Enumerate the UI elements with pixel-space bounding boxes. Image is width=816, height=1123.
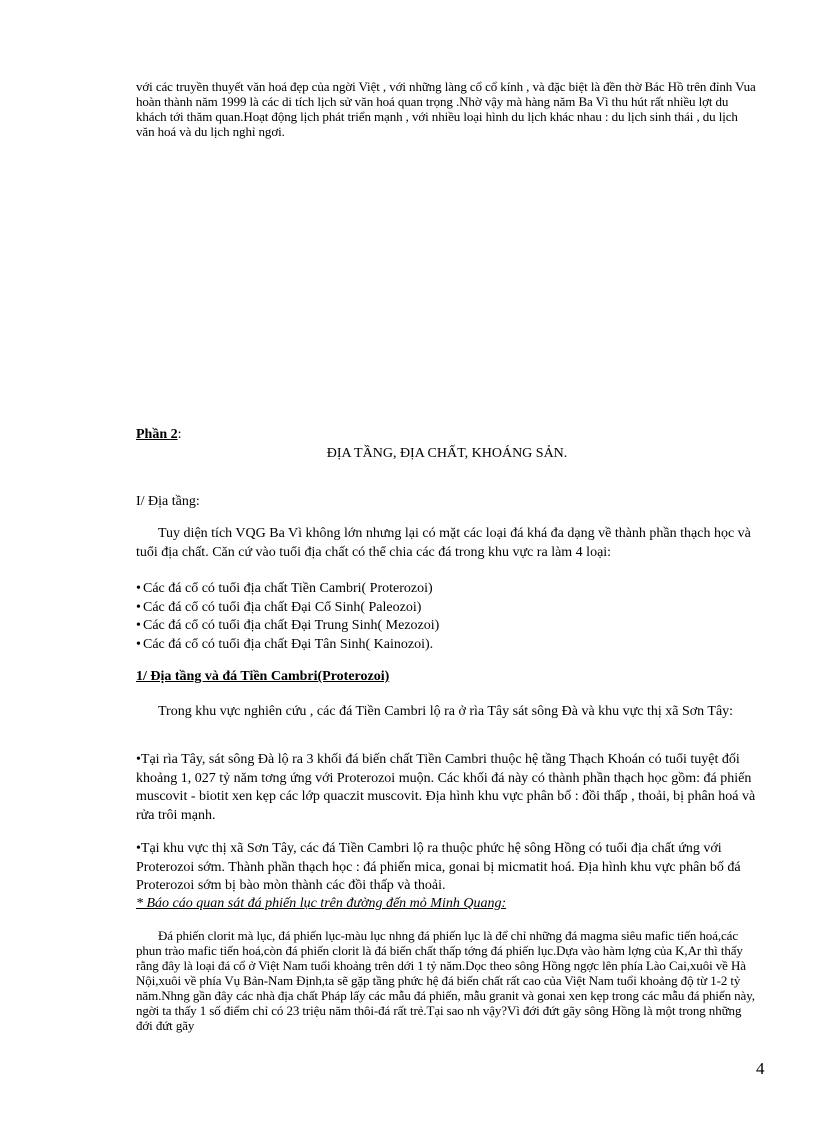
part-title: ĐỊA TẦNG, ĐỊA CHẤT, KHOÁNG SẢN. [326, 446, 568, 461]
part-colon: : [177, 427, 182, 442]
report-title: * Báo cáo quan sát đá phiến lục trên đường đến mỏ Minh Quang: [136, 896, 507, 911]
list-item: • Các đá cổ có tuổi địa chất Đại Cổ Sinh( Paleozoi) [136, 599, 758, 618]
list-item: • Các đá cổ có tuổi địa chất Đại Tân Sinh( Kainozoi). [136, 636, 758, 655]
bullet-icon: • [136, 841, 141, 856]
section-intro: Tuy diện tích VQG Ba Vì không lớn nhưng lại có mặt các loại đá khá đa dạng về thành phần thạch học và tuổi địa chất. Căn cứ vào tuổi địa chất có thể chia các đá trong khu vực ra làm 4 loại: [136, 526, 751, 560]
detail-bullet-2: •Tại khu vực thị xã Sơn Tây, các đá Tiền Cambri lộ ra thuộc phức hệ sông Hồng có tuổi địa chất ứng với Proterozoi sớm. Thành phần thạch học : đá phiến mica, gonai bị micmatit hoá. Địa hình khu vực phân bố đá Proterozoi sớm bị bào mòn thành các đồi thấp và thoải. [136, 841, 741, 893]
section-heading: I/ Địa tầng: [136, 494, 200, 509]
list-item: • Các đá cổ có tuổi địa chất Tiền Cambri( Proterozoi) [136, 580, 758, 599]
bullet-icon: • [136, 581, 141, 596]
intro-paragraph: với các truyền thuyết văn hoá đẹp của ngời Việt , với những làng cổ cổ kính , và đặc biệt là đền thờ Bác Hồ trên đỉnh Vua hoàn thành năm 1999 là các di tích lịch sử văn hoá quan trọng .Nhờ vậy mà hàng năm Ba Vì thu hút rất nhiều lợt du khách tới thăm quan.Hoạt động lịch phát triển mạnh , với nhiều loại hình du lịch khác nhau : du lịch sinh thái , du lịch văn hoá và du lịch nghỉ ngơi. [136, 79, 756, 139]
bullet-icon: • [136, 618, 141, 633]
report-body: Đá phiến clorit mà lục, đá phiến lục-màu lục nhng đá phiến lục là để chỉ những đá magma siêu mafic tiến hoá,các phun trào mafic tiến hoá,còn đá phiến clorit là đá biến chất thấp tớng đá phiến lục.Dựa vào hàm lợng của K,Ar thì thấy rằng đây là loại đá cổ ở Việt Nam tuổi khoảng trên dới 1 tỷ năm.Dọc theo sông Hồng ngợc lên phía Lào Cai,xuôi về Hà Nội,xuôi về phía Vụ Bản-Nam Định,ta sẽ gặp tầng phức hệ đá biến chất rất cao của Việt Nam tuổi khoảng độ từ 1-2 tỷ năm.Nhng gần đây các nhà địa chất Pháp lấy các mẫu đá phiến, mẫu granit và gonai xen kẹp trong các mẫu đá phiến này, ngời ta thấy 1 số điểm chỉ có 23 triệu năm thôi-đá rất trẻ.Tại sao nh vậy?Vì đới đứt gãy sông Hồng là một trong những đới đứt gãy [136, 928, 755, 1033]
rock-type-list [136, 580, 758, 654]
part-label: Phần 2 [136, 427, 178, 442]
list-item: • Các đá cổ có tuổi địa chất Đại Trung Sinh( Mezozoi) [136, 617, 758, 636]
page-number: 4 [756, 1059, 765, 1078]
part-label-line [136, 427, 758, 443]
bullet-icon: • [136, 636, 141, 652]
bullet-icon: • [136, 599, 141, 615]
detail-bullet-1: •Tại rìa Tây, sát sông Đà lộ ra 3 khối đá biến chất Tiền Cambri thuộc hệ tầng Thạch Khoán có tuổi tuyệt đối khoảng 1, 027 tỷ năm tơng ứng với Proterozoi muộn. Các khối đá này có thành phần thạch học gồm: đá phiến muscovit - biotit xen kẹp các lớp quaczit muscovit. Địa hình khu vực phân bố : đồi thấp , thoải, bị phân hoá và rửa trôi mạnh. [136, 752, 756, 823]
subsection-heading: 1/ Địa tầng và đá Tiền Cambri(Proterozoi) [136, 669, 390, 684]
subsection-intro: Trong khu vực nghiên cứu , các đá Tiền Cambri lộ ra ở rìa Tây sát sông Đà và khu vực thị xã Sơn Tây: [158, 704, 734, 719]
bullet-icon: • [136, 752, 141, 767]
